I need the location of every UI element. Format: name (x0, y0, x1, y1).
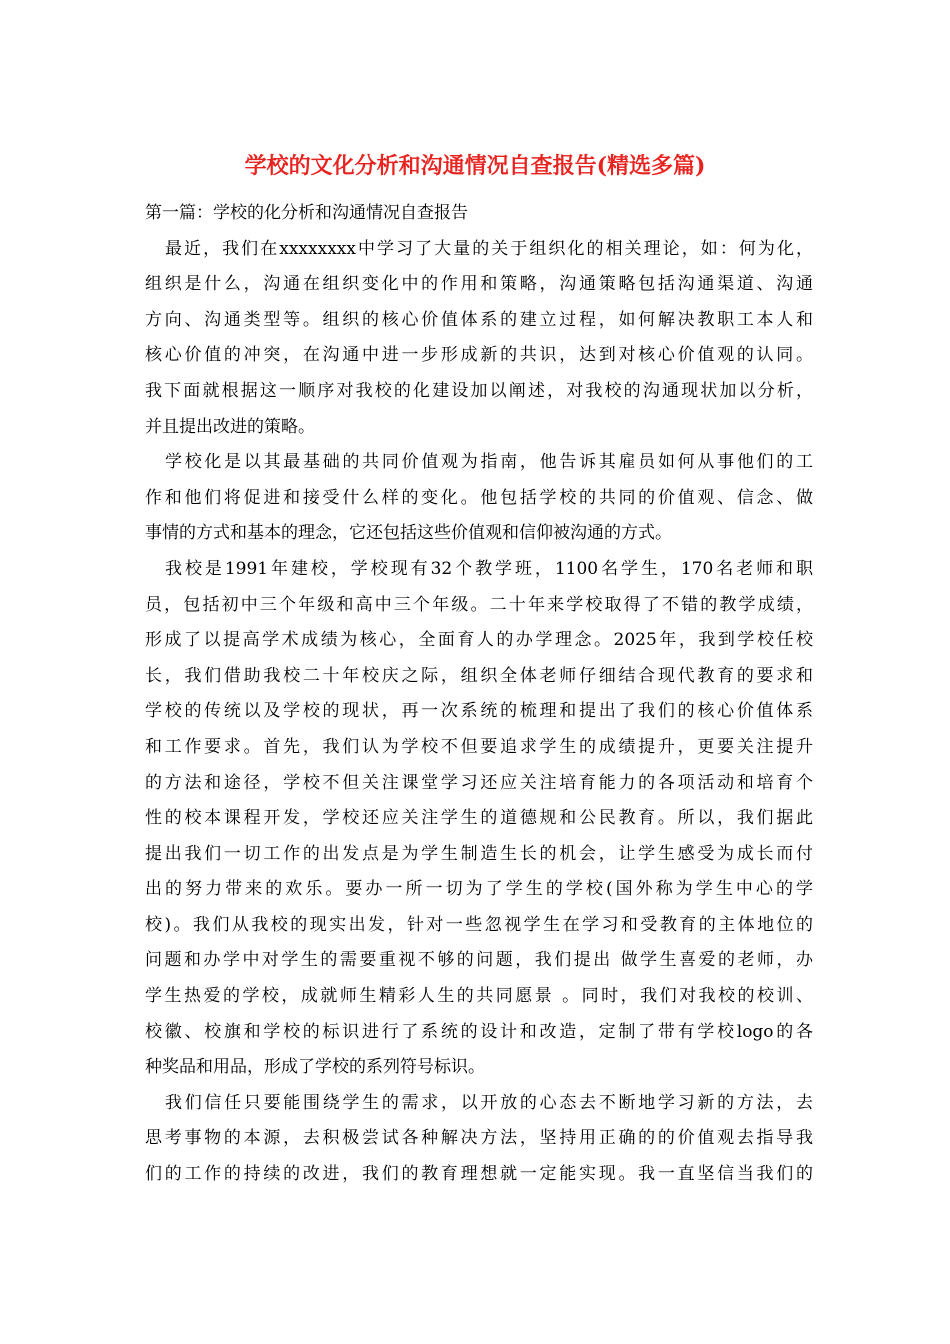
paragraph-line: 组织是什么，沟通在组织变化中的作用和策略，沟通策略包括沟通渠道、沟通 (145, 274, 813, 295)
paragraph-line: 的方法和途径，学校不但关注课堂学习还应关注培育能力的各项活动和培育个 (145, 772, 813, 793)
paragraph-line: 们的工作的持续的改进，我们的教育理想就一定能实现。我一直坚信当我们的 (145, 1164, 813, 1185)
paragraph-line: 学生热爱的学校，成就师生精彩人生的共同愿景 。同时，我们对我校的校训、 (145, 986, 813, 1007)
paragraph-line: 思考事物的本源，去积极尝试各种解决方法，坚持用正确的的价值观去指导我 (145, 1128, 813, 1149)
paragraph-line: 并且提出改进的策略。 (145, 416, 315, 437)
paragraph-line: 校)。我们从我校的现实出发，针对一些忽视学生在学习和受教育的主体地位的 (145, 914, 813, 935)
paragraph-line: 作和他们将促进和接受什么样的变化。他包括学校的共同的价值观、信念、做 (145, 487, 813, 508)
paragraph-line: 事情的方式和基本的理念，它还包括这些价值观和信仰被沟通的方式。 (145, 523, 672, 544)
paragraph-line: 学校化是以其最基础的共同价值观为指南，他告诉其雇员如何从事他们的工 (165, 452, 813, 473)
document-title: 学校的文化分析和沟通情况自查报告(精选多篇) (244, 153, 706, 179)
paragraph-line: 出的努力带来的欢乐。要办一所一切为了学生的学校(国外称为学生中心的学 (145, 879, 813, 900)
paragraph-line: 学校的传统以及学校的现状，再一次系统的梳理和提出了我们的核心价值体系 (145, 701, 813, 722)
paragraph-line: 核心价值的冲突，在沟通中进一步形成新的共识，达到对核心价值观的认同。 (145, 345, 813, 366)
paragraph-line: 方向、沟通类型等。组织的核心价值体系的建立过程，如何解决教职工本人和 (145, 309, 813, 330)
paragraph-line: 种奖品和用品，形成了学校的系列符号标识。 (145, 1057, 485, 1078)
paragraph-line: 我们信任只要能围绕学生的需求，以开放的心态去不断地学习新的方法，去 (165, 1092, 813, 1113)
paragraph-line: 员，包括初中三个年级和高中三个年级。二十年来学校取得了不错的教学成绩， (145, 594, 813, 615)
paragraph-line: 校徽、校旗和学校的标识进行了系统的设计和改造，定制了带有学校logo的各 (145, 1021, 813, 1042)
paragraph-line: 我下面就根据这一顺序对我校的化建设加以阐述，对我校的沟通现状加以分析， (145, 380, 813, 401)
paragraph-line: 和工作要求。首先，我们认为学校不但要追求学生的成绩提升，更要关注提升 (145, 736, 813, 757)
paragraph-line: 提出我们一切工作的出发点是为学生制造生长的机会，让学生感受为成长而付 (145, 843, 813, 864)
paragraph-line: 性的校本课程开发，学校还应关注学生的道德规和公民教育。所以，我们据此 (145, 808, 813, 829)
paragraph-line: 问题和办学中对学生的需要重视不够的问题，我们提出 做学生喜爱的老师，办 (145, 950, 813, 971)
paragraph-line: 我校是1991年建校，学校现有32个教学班，1100名学生，170名老师和职 (165, 558, 813, 579)
section-heading: 第一篇：学校的化分析和沟通情况自查报告 (145, 203, 468, 223)
paragraph-line: 最近，我们在xxxxxxxx中学习了大量的关于组织化的相关理论，如：何为化， (165, 238, 813, 259)
paragraph-line: 形成了以提高学术成绩为核心，全面育人的办学理念。2025年，我到学校任校 (145, 630, 813, 651)
paragraph-line: 长，我们借助我校二十年校庆之际，组织全体老师仔细结合现代教育的要求和 (145, 665, 813, 686)
document-body (145, 196, 813, 1193)
